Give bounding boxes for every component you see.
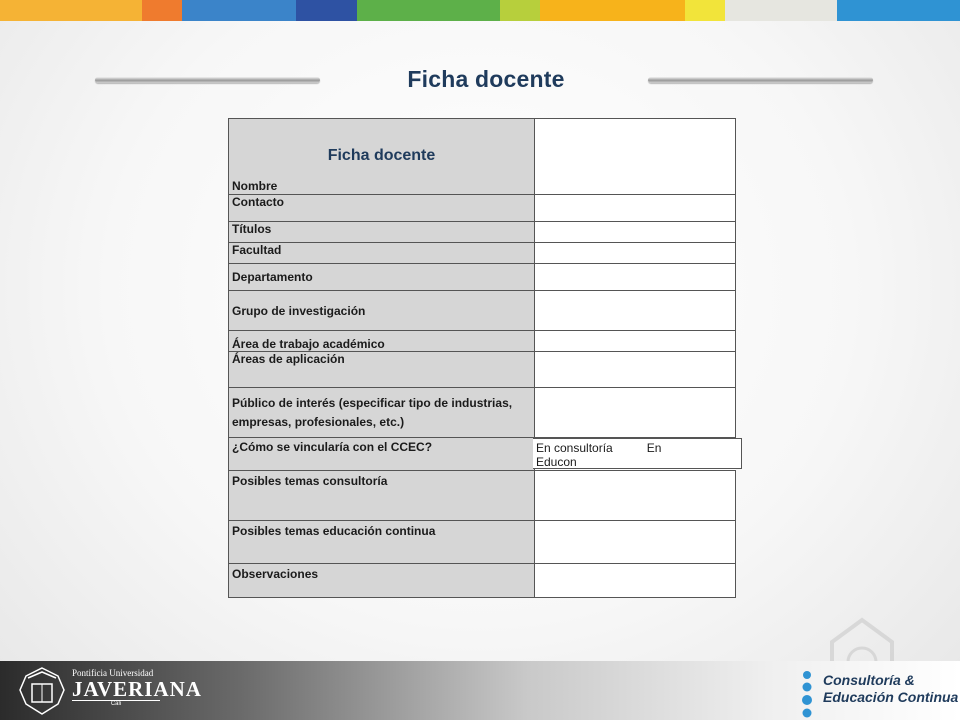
option-consultoria[interactable]: En consultoría bbox=[536, 441, 613, 455]
form-label: Observaciones bbox=[229, 564, 535, 598]
color-block bbox=[837, 0, 960, 21]
color-block bbox=[444, 0, 500, 21]
color-block bbox=[357, 0, 444, 21]
form-label: Facultad bbox=[229, 243, 535, 264]
form-label: Contacto bbox=[229, 195, 535, 222]
color-block bbox=[685, 0, 725, 21]
university-logo bbox=[72, 668, 202, 707]
ccec-line1: Consultoría & bbox=[823, 672, 915, 688]
ccec-dots-icon bbox=[800, 670, 820, 718]
color-block bbox=[500, 0, 540, 21]
area-trabajo-field[interactable] bbox=[535, 331, 736, 352]
form-row-contacto bbox=[229, 195, 736, 222]
vinculacion-options bbox=[533, 438, 742, 469]
university-line1: Pontificia Universidad bbox=[72, 668, 154, 678]
temas-educacion-field[interactable] bbox=[535, 521, 736, 564]
javeriana-seal-icon bbox=[14, 666, 70, 716]
form-label: Departamento bbox=[229, 264, 535, 291]
facultad-field[interactable] bbox=[535, 243, 736, 264]
form-row-observaciones bbox=[229, 564, 736, 598]
ccec-line2: Educación Continua bbox=[823, 689, 959, 705]
color-block bbox=[725, 0, 837, 21]
form-row-area-trabajo bbox=[229, 331, 736, 352]
form-row-areas-aplicacion bbox=[229, 352, 736, 388]
title-rule-right bbox=[648, 77, 873, 83]
color-block bbox=[0, 0, 142, 21]
slide-title: Ficha docente bbox=[407, 66, 565, 92]
publico-field[interactable] bbox=[535, 388, 736, 438]
ficha-form bbox=[228, 118, 736, 598]
form-row-grupo bbox=[229, 291, 736, 331]
temas-consultoria-field[interactable] bbox=[535, 471, 736, 521]
form-label: ¿Cómo se vincularía con el CCEC? bbox=[229, 438, 535, 471]
form-row-temas-consultoria bbox=[229, 471, 736, 521]
form-row-departamento bbox=[229, 264, 736, 291]
color-block bbox=[540, 0, 685, 21]
areas-aplicacion-field[interactable] bbox=[535, 352, 736, 388]
contacto-field[interactable] bbox=[535, 195, 736, 222]
form-row-temas-educacion bbox=[229, 521, 736, 564]
form-label: Grupo de investigación bbox=[229, 291, 535, 331]
option-educon[interactable]: En Educon bbox=[536, 441, 662, 469]
color-block bbox=[296, 0, 357, 21]
form-label: Posibles temas consultoría bbox=[229, 471, 535, 521]
form-row-facultad bbox=[229, 243, 736, 264]
form-label: Nombre bbox=[232, 179, 278, 193]
form-row-publico bbox=[229, 388, 736, 438]
top-color-bar bbox=[0, 0, 960, 21]
form-label: Área de trabajo académico bbox=[229, 331, 535, 352]
ccec-logo bbox=[823, 672, 958, 706]
color-block bbox=[182, 0, 296, 21]
form-label: Público de interés (especificar tipo de industrias, empresas, profesionales, etc.) bbox=[229, 388, 535, 438]
observaciones-field[interactable] bbox=[535, 564, 736, 598]
form-label: Posibles temas educación continua bbox=[229, 521, 535, 564]
grupo-investigacion-field[interactable] bbox=[535, 291, 736, 331]
color-block bbox=[142, 0, 182, 21]
university-city: Cali bbox=[72, 700, 160, 707]
form-label: Títulos bbox=[229, 222, 535, 243]
form-row-titulos bbox=[229, 222, 736, 243]
ficha-table bbox=[228, 118, 736, 598]
university-name: JAVERIANA bbox=[72, 677, 202, 701]
form-label: Áreas de aplicación bbox=[229, 352, 535, 388]
form-heading: Ficha docente bbox=[327, 147, 436, 164]
form-row-nombre bbox=[229, 119, 736, 195]
form-label-cell bbox=[229, 119, 535, 195]
titulos-field[interactable] bbox=[535, 222, 736, 243]
nombre-field[interactable] bbox=[535, 119, 736, 195]
departamento-field[interactable] bbox=[535, 264, 736, 291]
